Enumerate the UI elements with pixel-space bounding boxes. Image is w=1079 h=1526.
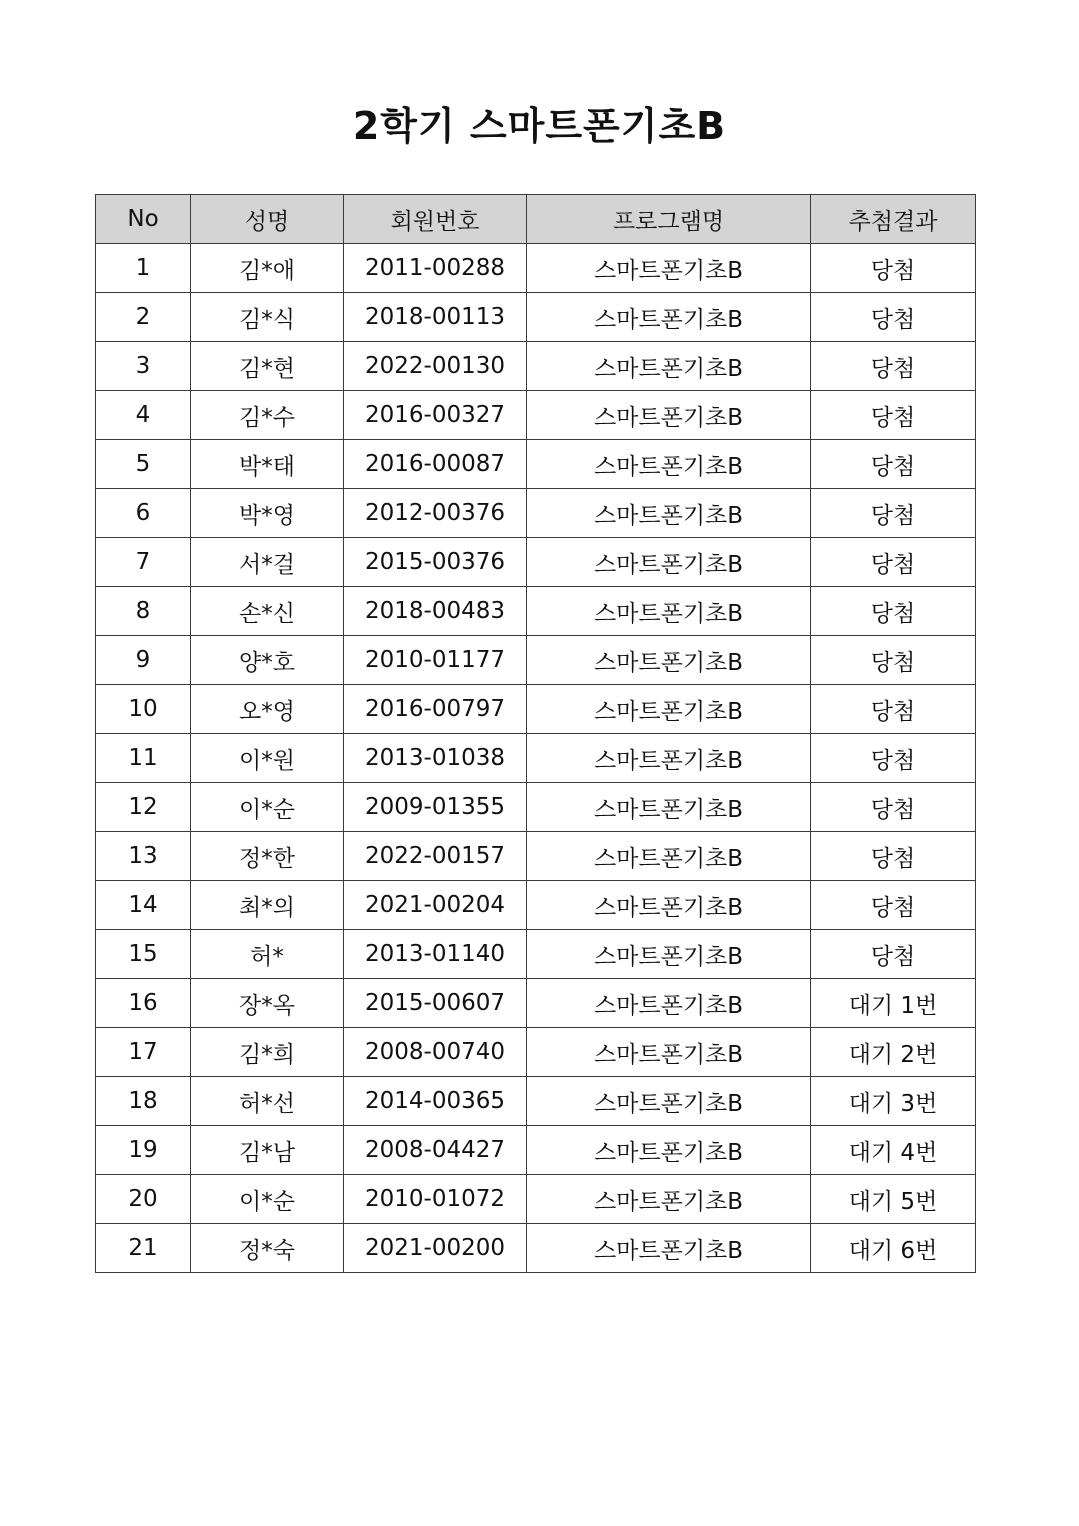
table-row bbox=[96, 930, 976, 979]
cell-lottery-result: 당첨 bbox=[811, 587, 976, 636]
cell-program-name: 스마트폰기초B bbox=[527, 391, 811, 440]
cell-member-number: 2008-04427 bbox=[344, 1126, 527, 1175]
cell-program-name: 스마트폰기초B bbox=[527, 685, 811, 734]
cell-program-name: 스마트폰기초B bbox=[527, 832, 811, 881]
cell-program-name: 스마트폰기초B bbox=[527, 440, 811, 489]
cell-no: 17 bbox=[96, 1028, 191, 1077]
cell-lottery-result: 대기 3번 bbox=[811, 1077, 976, 1126]
table-row bbox=[96, 1175, 976, 1224]
table-row bbox=[96, 881, 976, 930]
table-row bbox=[96, 440, 976, 489]
table-row bbox=[96, 685, 976, 734]
cell-name: 장*옥 bbox=[191, 979, 344, 1028]
cell-member-number: 2016-00087 bbox=[344, 440, 527, 489]
lottery-result-table bbox=[95, 194, 976, 1273]
cell-name: 양*호 bbox=[191, 636, 344, 685]
cell-name: 서*걸 bbox=[191, 538, 344, 587]
cell-lottery-result: 당첨 bbox=[811, 832, 976, 881]
cell-member-number: 2013-01038 bbox=[344, 734, 527, 783]
cell-member-number: 2015-00376 bbox=[344, 538, 527, 587]
cell-program-name: 스마트폰기초B bbox=[527, 293, 811, 342]
header-name: 성명 bbox=[191, 195, 344, 244]
cell-program-name: 스마트폰기초B bbox=[527, 783, 811, 832]
cell-lottery-result: 대기 2번 bbox=[811, 1028, 976, 1077]
cell-name: 김*수 bbox=[191, 391, 344, 440]
table-row bbox=[96, 538, 976, 587]
cell-no: 7 bbox=[96, 538, 191, 587]
cell-no: 19 bbox=[96, 1126, 191, 1175]
cell-no: 18 bbox=[96, 1077, 191, 1126]
cell-lottery-result: 당첨 bbox=[811, 538, 976, 587]
cell-name: 김*애 bbox=[191, 244, 344, 293]
cell-member-number: 2018-00113 bbox=[344, 293, 527, 342]
cell-member-number: 2011-00288 bbox=[344, 244, 527, 293]
table-header-row bbox=[96, 195, 976, 244]
cell-program-name: 스마트폰기초B bbox=[527, 342, 811, 391]
cell-lottery-result: 당첨 bbox=[811, 636, 976, 685]
header-program-name: 프로그램명 bbox=[527, 195, 811, 244]
table-row bbox=[96, 1028, 976, 1077]
cell-program-name: 스마트폰기초B bbox=[527, 979, 811, 1028]
cell-program-name: 스마트폰기초B bbox=[527, 1028, 811, 1077]
cell-program-name: 스마트폰기초B bbox=[527, 734, 811, 783]
cell-member-number: 2013-01140 bbox=[344, 930, 527, 979]
table-row bbox=[96, 342, 976, 391]
cell-name: 박*영 bbox=[191, 489, 344, 538]
cell-member-number: 2018-00483 bbox=[344, 587, 527, 636]
cell-lottery-result: 당첨 bbox=[811, 244, 976, 293]
cell-name: 정*숙 bbox=[191, 1224, 344, 1273]
cell-member-number: 2021-00200 bbox=[344, 1224, 527, 1273]
cell-name: 허*선 bbox=[191, 1077, 344, 1126]
cell-name: 오*영 bbox=[191, 685, 344, 734]
cell-program-name: 스마트폰기초B bbox=[527, 244, 811, 293]
cell-no: 3 bbox=[96, 342, 191, 391]
table-row bbox=[96, 1126, 976, 1175]
cell-member-number: 2015-00607 bbox=[344, 979, 527, 1028]
cell-lottery-result: 당첨 bbox=[811, 783, 976, 832]
cell-program-name: 스마트폰기초B bbox=[527, 1126, 811, 1175]
table-row bbox=[96, 293, 976, 342]
cell-no: 20 bbox=[96, 1175, 191, 1224]
cell-lottery-result: 당첨 bbox=[811, 685, 976, 734]
cell-no: 12 bbox=[96, 783, 191, 832]
table-row bbox=[96, 783, 976, 832]
cell-no: 8 bbox=[96, 587, 191, 636]
cell-lottery-result: 당첨 bbox=[811, 881, 976, 930]
cell-program-name: 스마트폰기초B bbox=[527, 489, 811, 538]
cell-program-name: 스마트폰기초B bbox=[527, 1077, 811, 1126]
cell-name: 허* bbox=[191, 930, 344, 979]
cell-no: 14 bbox=[96, 881, 191, 930]
cell-member-number: 2022-00130 bbox=[344, 342, 527, 391]
cell-member-number: 2012-00376 bbox=[344, 489, 527, 538]
cell-member-number: 2010-01177 bbox=[344, 636, 527, 685]
cell-lottery-result: 대기 1번 bbox=[811, 979, 976, 1028]
cell-lottery-result: 대기 6번 bbox=[811, 1224, 976, 1273]
cell-program-name: 스마트폰기초B bbox=[527, 587, 811, 636]
table-row bbox=[96, 244, 976, 293]
table-row bbox=[96, 1077, 976, 1126]
cell-name: 이*원 bbox=[191, 734, 344, 783]
cell-member-number: 2014-00365 bbox=[344, 1077, 527, 1126]
cell-no: 11 bbox=[96, 734, 191, 783]
page-title: 2학기 스마트폰기초B bbox=[352, 104, 727, 148]
table-row bbox=[96, 587, 976, 636]
cell-program-name: 스마트폰기초B bbox=[527, 538, 811, 587]
cell-name: 박*태 bbox=[191, 440, 344, 489]
cell-program-name: 스마트폰기초B bbox=[527, 1224, 811, 1273]
cell-name: 김*희 bbox=[191, 1028, 344, 1077]
table-row bbox=[96, 636, 976, 685]
cell-name: 정*한 bbox=[191, 832, 344, 881]
cell-no: 21 bbox=[96, 1224, 191, 1273]
cell-lottery-result: 당첨 bbox=[811, 440, 976, 489]
header-member-number: 회원번호 bbox=[344, 195, 527, 244]
cell-name: 이*순 bbox=[191, 1175, 344, 1224]
table-row bbox=[96, 832, 976, 881]
cell-program-name: 스마트폰기초B bbox=[527, 1175, 811, 1224]
cell-name: 김*남 bbox=[191, 1126, 344, 1175]
cell-no: 15 bbox=[96, 930, 191, 979]
cell-lottery-result: 대기 5번 bbox=[811, 1175, 976, 1224]
cell-no: 16 bbox=[96, 979, 191, 1028]
cell-no: 6 bbox=[96, 489, 191, 538]
table-row bbox=[96, 489, 976, 538]
cell-member-number: 2010-01072 bbox=[344, 1175, 527, 1224]
cell-no: 1 bbox=[96, 244, 191, 293]
header-no: No bbox=[96, 195, 191, 244]
cell-no: 2 bbox=[96, 293, 191, 342]
cell-lottery-result: 당첨 bbox=[811, 930, 976, 979]
cell-name: 손*신 bbox=[191, 587, 344, 636]
cell-member-number: 2016-00797 bbox=[344, 685, 527, 734]
cell-lottery-result: 당첨 bbox=[811, 734, 976, 783]
cell-lottery-result: 대기 4번 bbox=[811, 1126, 976, 1175]
cell-name: 김*식 bbox=[191, 293, 344, 342]
cell-member-number: 2021-00204 bbox=[344, 881, 527, 930]
cell-name: 최*의 bbox=[191, 881, 344, 930]
table-row bbox=[96, 734, 976, 783]
cell-lottery-result: 당첨 bbox=[811, 293, 976, 342]
cell-no: 5 bbox=[96, 440, 191, 489]
cell-member-number: 2008-00740 bbox=[344, 1028, 527, 1077]
cell-no: 4 bbox=[96, 391, 191, 440]
cell-no: 13 bbox=[96, 832, 191, 881]
cell-lottery-result: 당첨 bbox=[811, 391, 976, 440]
cell-member-number: 2022-00157 bbox=[344, 832, 527, 881]
cell-no: 9 bbox=[96, 636, 191, 685]
cell-lottery-result: 당첨 bbox=[811, 489, 976, 538]
header-lottery-result: 추첨결과 bbox=[811, 195, 976, 244]
cell-name: 김*현 bbox=[191, 342, 344, 391]
cell-program-name: 스마트폰기초B bbox=[527, 930, 811, 979]
cell-program-name: 스마트폰기초B bbox=[527, 881, 811, 930]
cell-member-number: 2016-00327 bbox=[344, 391, 527, 440]
cell-name: 이*순 bbox=[191, 783, 344, 832]
table-body bbox=[96, 244, 976, 1273]
table-row bbox=[96, 391, 976, 440]
table-row bbox=[96, 979, 976, 1028]
cell-program-name: 스마트폰기초B bbox=[527, 636, 811, 685]
table-row bbox=[96, 1224, 976, 1273]
cell-lottery-result: 당첨 bbox=[811, 342, 976, 391]
cell-no: 10 bbox=[96, 685, 191, 734]
cell-member-number: 2009-01355 bbox=[344, 783, 527, 832]
